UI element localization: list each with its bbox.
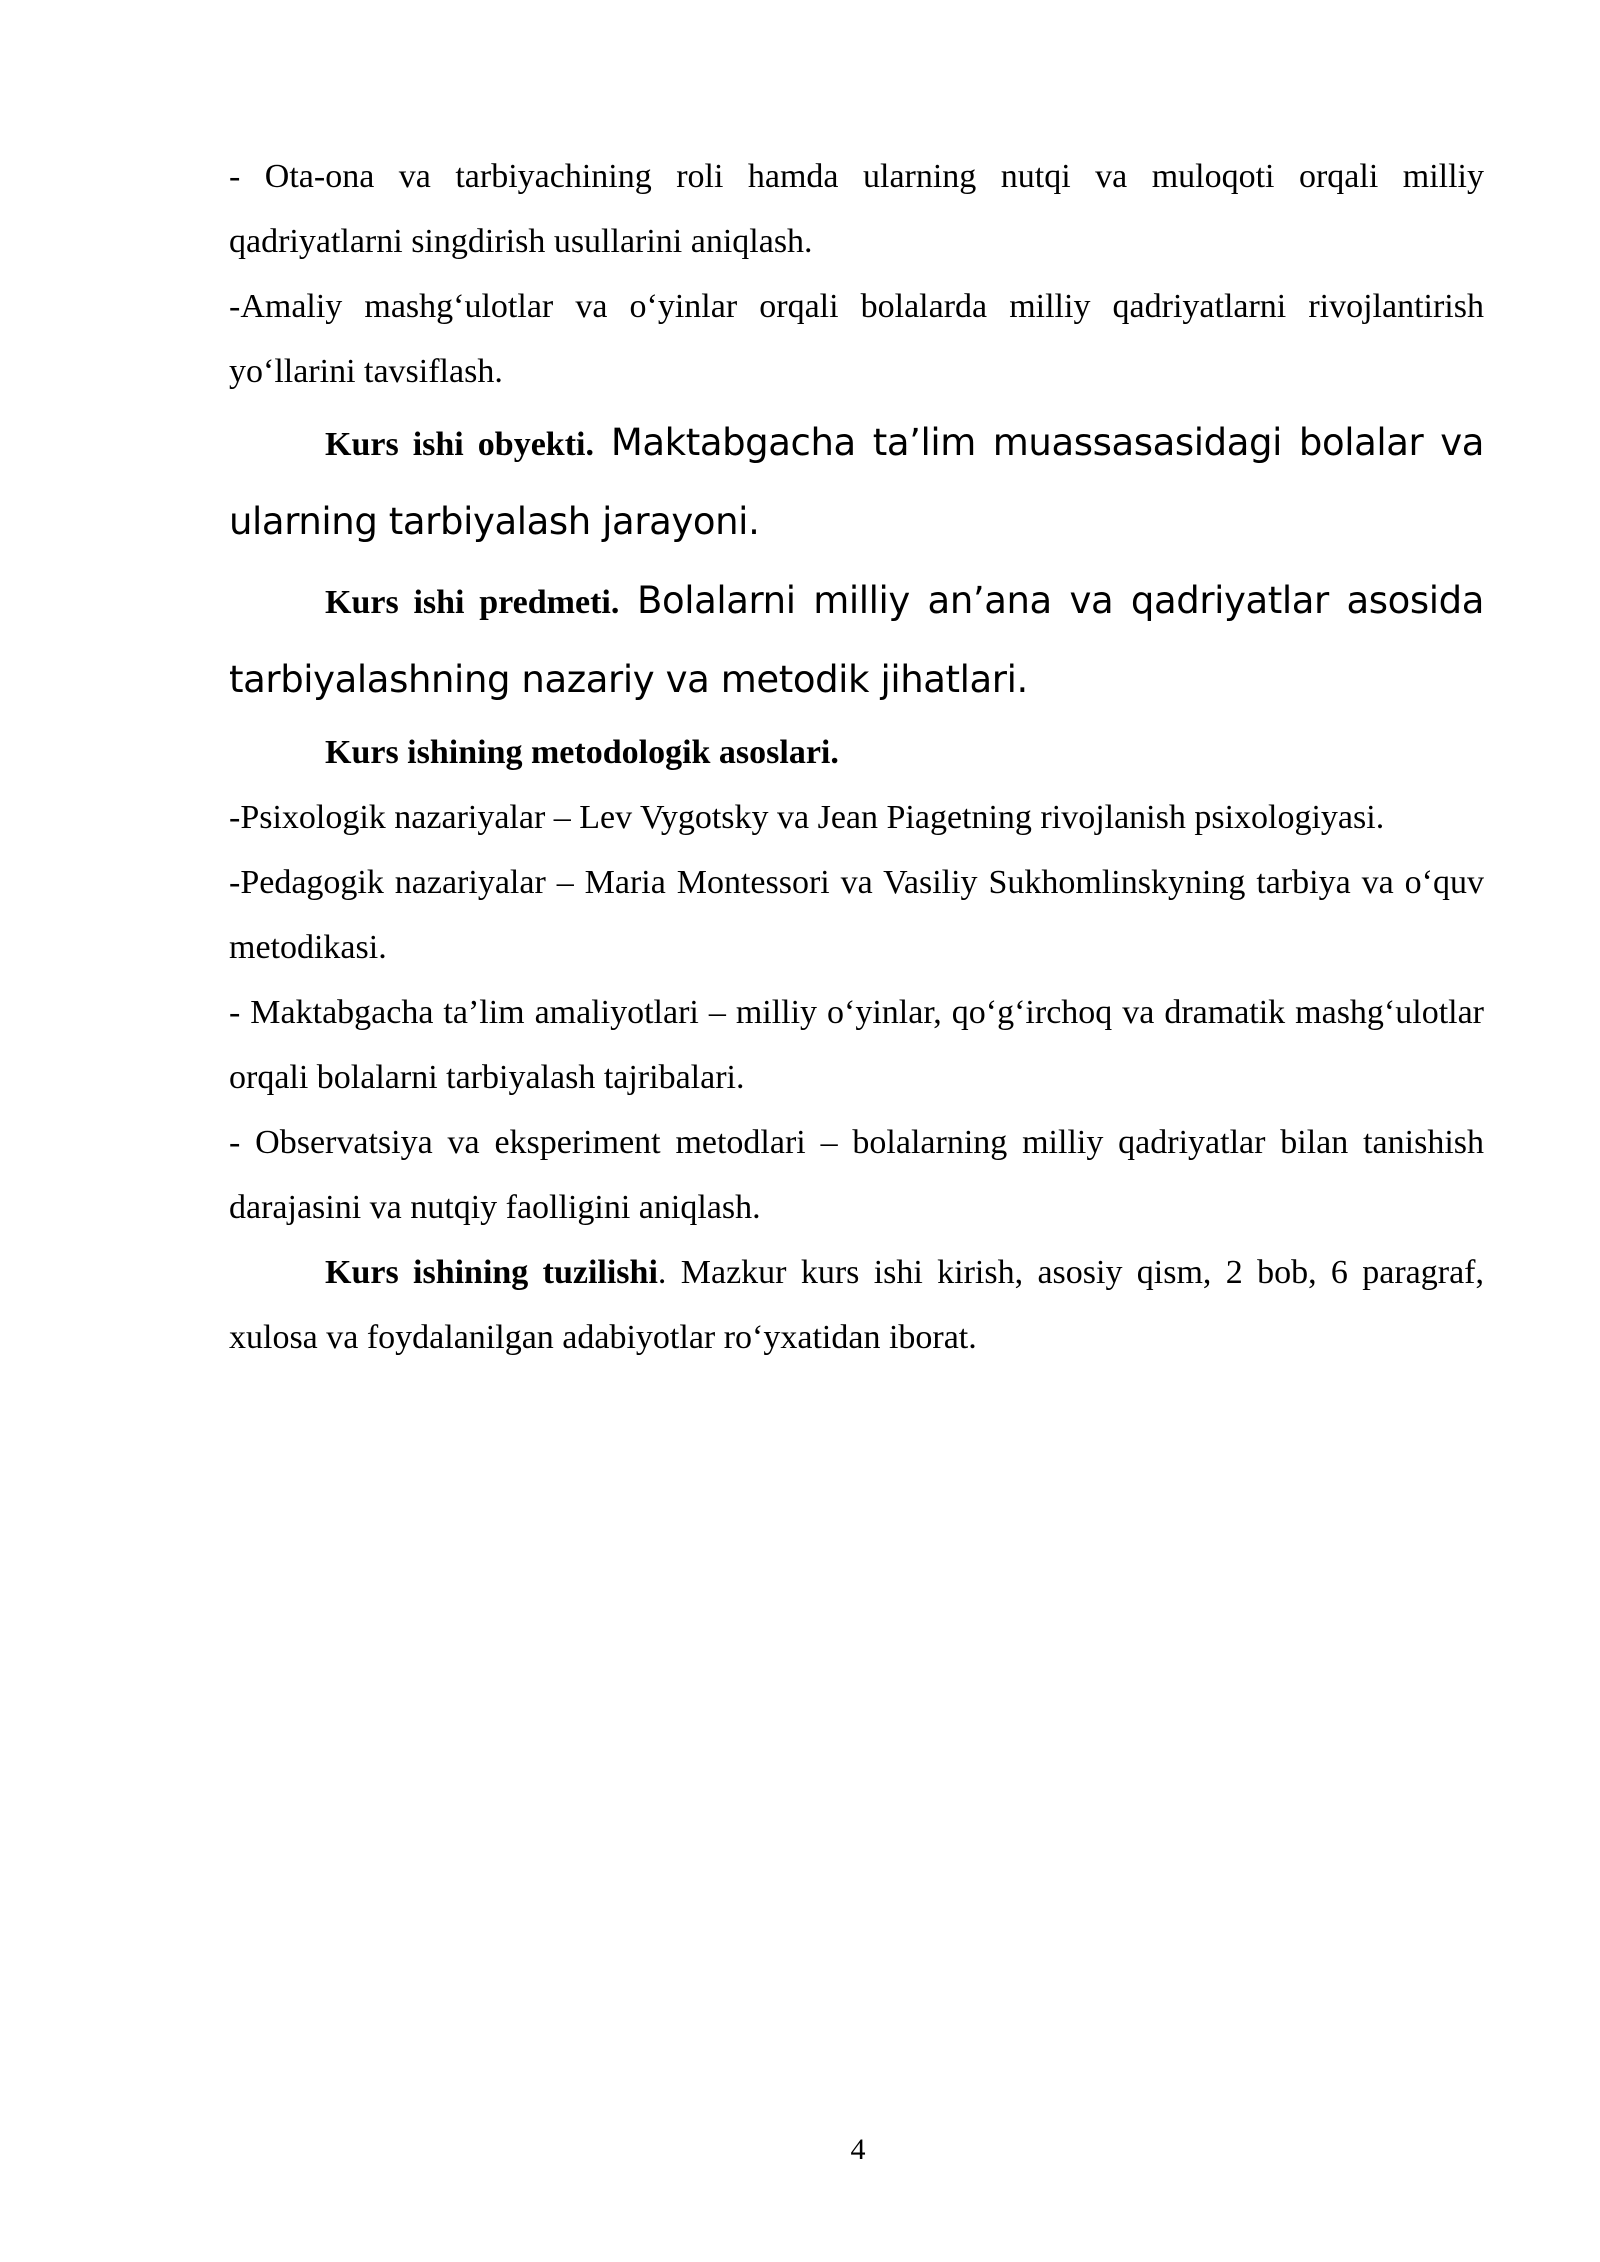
paragraph-pedagogical-theories: -Pedagogik nazariyalar – Maria Montessori va Vasiliy Sukhomlinskyning tarbiya va o‘quv metodikasi. <box>229 864 1484 966</box>
paragraph-methodology-heading <box>229 720 1484 785</box>
page-body <box>229 144 1484 1370</box>
methodology-heading-label: Kurs ishining metodologik asoslari. <box>325 734 839 771</box>
paragraph-psychological-theories: -Psixologik nazariyalar – Lev Vygotsky va Jean Piagetning rivojlanish psixologiyasi. <box>229 799 1385 836</box>
paragraph-preschool-practices: - Maktabgacha ta’lim amaliyotlari – milliy o‘yinlar, qo‘g‘irchoq va dramatik mashg‘ulotlar orqali bolalarni tarbiyalash tajribalari. <box>229 994 1484 1096</box>
course-structure-text: . Mazkur kurs ishi kirish, asosiy qism, 2 bob, 6 paragraf, xulosa va foydalanilgan adabiyotlar ro‘yxatidan iborat. <box>229 1254 1484 1356</box>
paragraph-parent-role: - Ota-ona va tarbiyachining roli hamda ularning nutqi va muloqoti orqali milliy qadriyatlarni singdirish usullarini aniqlash. <box>229 158 1484 260</box>
page-number: 4 <box>850 2133 866 2166</box>
course-object-label: Kurs ishi obyekti. <box>325 426 594 463</box>
course-structure-label: Kurs ishining tuzilishi <box>325 1254 658 1291</box>
paragraph-course-subject <box>229 562 1484 720</box>
course-subject-text: Bolalarni milliy an’ana va qadriyatlar asosida tarbiyalashning nazariy va metodik jihatlari. <box>229 579 1484 701</box>
course-subject-label: Kurs ishi predmeti. <box>325 584 620 621</box>
paragraph-course-object <box>229 404 1484 562</box>
paragraph-observation-methods: - Observatsiya va eksperiment metodlari – bolalarning milliy qadriyatlar bilan tanishish darajasini va nutqiy faolligini aniqlash. <box>229 1124 1484 1226</box>
paragraph-practical-activities: -Amaliy mashg‘ulotlar va o‘yinlar orqali bolalarda milliy qadriyatlarni rivojlantirish yo‘llarini tavsiflash. <box>229 288 1484 390</box>
paragraph-course-structure <box>229 1240 1484 1370</box>
course-object-text: Maktabgacha ta’lim muassasasidagi bolalar va ularning tarbiyalash jarayoni. <box>229 421 1485 543</box>
